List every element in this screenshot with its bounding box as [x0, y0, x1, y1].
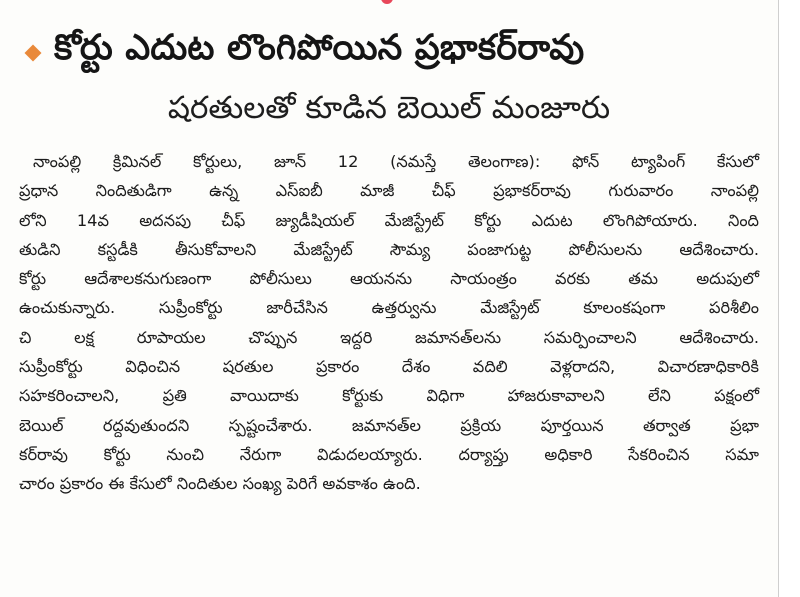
- body-line: లోని 14వ అదనపు చీఫ్ జ్యుడీషియల్ మేజిస్ట్రేట్ కోర్టు ఎదుట లొంగిపోయారు. నింది: [19, 210, 759, 230]
- diamond-bullet-icon: [25, 45, 42, 62]
- body-line: సహకరించాలని, ప్రతి వాయిదాకు కోర్టుకు విధిగా హాజరుకావాలని లేని పక్షంలో: [19, 386, 759, 406]
- body-line: కర్‌రావు కోర్టు నుంచి నేరుగా విడుదలయ్యారు. దర్యాప్తు అధికారి సేకరించిన సమా: [19, 444, 759, 464]
- body-line: సుప్రీంకోర్టు విధించిన షరతుల ప్రకారం దేశం వదిలి వెళ్లరాదని, విచారణాధికారికి: [19, 357, 759, 377]
- body-line: కోర్టు ఆదేశాలకనుగుణంగా పోలీసులు ఆయనను సాయంత్రం వరకు తమ అదుపులో: [19, 269, 759, 289]
- body-line: చి లక్ష రూపాయల చొప్పున ఇద్దరి జమానత్‌లను సమర్పించాలని ఆదేశించారు.: [19, 327, 759, 347]
- article-body: [19, 147, 759, 499]
- body-line: ప్రధాన నిందితుడిగా ఉన్న ఎస్ఐబీ మాజీ చీఫ్ ప్రభాకర్‌రావు గురువారం నాంపల్లి: [19, 181, 759, 201]
- page-edge-rule: [778, 0, 779, 597]
- body-line: తుడిని కస్టడీకి తీసుకోవాలని మేజిస్ట్రేట్ సౌమ్య పంజాగుట్ట పోలీసులను ఆదేశించారు.: [19, 239, 759, 259]
- body-line: చారం ప్రకారం ఈ కేసులో నిందితుల సంఖ్య పెరిగే అవకాశం ఉంది.: [19, 474, 421, 494]
- body-line: నాంపల్లి క్రిమినల్ కోర్టులు, జూన్ 12 (నమస్తే తెలంగాణ): ఫోన్ ట్యాపింగ్ కేసులో: [33, 152, 759, 171]
- body-line: ఉంచుకున్నారు. సుప్రీంకోర్టు జారీచేసిన ఉత్తర్వును మేజిస్ట్రేట్ కూలంకషంగా పరిశీలిం: [19, 298, 759, 318]
- headline-block: [0, 8, 778, 86]
- body-line: బెయిల్ రద్దవుతుందని స్పష్టంచేశారు. జమానత్‌ల ప్రక్రియ పూర్తయిన తర్వాత ప్రభా: [19, 415, 759, 435]
- top-color-mark: [381, 0, 393, 4]
- subheadline: షరతులతో కూడిన బెయిల్ మంజూరు: [167, 90, 611, 126]
- headline: కోర్టు ఎదుట లొంగిపోయిన ప్రభాకర్‌రావు: [54, 28, 585, 68]
